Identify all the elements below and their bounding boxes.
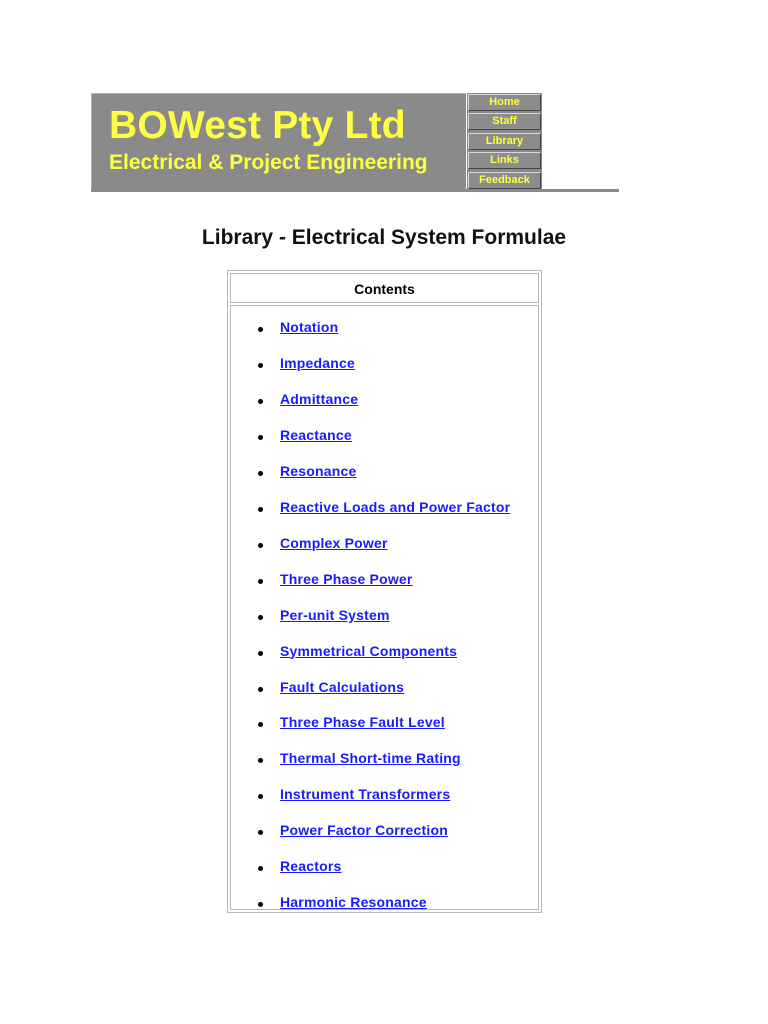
contents-list-item: [231, 750, 531, 773]
contents-list-item: [231, 714, 531, 737]
contents-list-item: [231, 678, 531, 702]
bullet-icon: [258, 615, 263, 620]
contents-link-resonance[interactable]: Resonance: [280, 462, 357, 479]
site-banner: [91, 93, 619, 192]
contents-list-item: [231, 319, 531, 342]
bullet-icon: [258, 471, 263, 476]
bullet-icon: [258, 722, 263, 727]
company-tagline: Electrical & Project Engineering: [109, 151, 428, 174]
contents-list-item: [231, 642, 531, 666]
contents-link-harmonic-resonance[interactable]: Harmonic Resonance: [280, 894, 427, 911]
bullet-icon: [258, 794, 263, 799]
contents-heading: Contents: [230, 273, 539, 303]
contents-list-item: [231, 570, 531, 594]
contents-link-three-phase-fault-level[interactable]: Three Phase Fault Level: [280, 714, 445, 731]
contents-list-item: [231, 354, 531, 378]
contents-list-item: [231, 894, 531, 917]
bullet-icon: [258, 687, 263, 692]
contents-list-item: [231, 390, 531, 414]
banner-logo-area: [91, 93, 466, 190]
bullet-icon: [258, 435, 263, 440]
contents-link-symmetrical-components[interactable]: Symmetrical Components: [280, 642, 458, 659]
banner-divider: [91, 189, 619, 192]
contents-list-item: [231, 858, 531, 881]
bullet-icon: [258, 902, 263, 907]
contents-link-fault-calculations[interactable]: Fault Calculations: [280, 678, 405, 695]
bullet-icon: [258, 758, 263, 763]
contents-list-item: [231, 606, 531, 630]
nav-menu: [467, 93, 542, 190]
page-title: Library - Electrical System Formulae: [201, 226, 567, 249]
contents-link-notation[interactable]: Notation: [280, 319, 339, 335]
bullet-icon: [258, 399, 263, 404]
contents-link-per-unit-system[interactable]: Per-unit System: [280, 606, 390, 623]
contents-list-item: [231, 786, 531, 809]
bullet-icon: [258, 579, 263, 584]
contents-table: [227, 270, 542, 913]
contents-link-reactance[interactable]: Reactance: [280, 426, 352, 443]
contents-link-impedance[interactable]: Impedance: [280, 354, 355, 371]
bullet-icon: [258, 543, 263, 548]
contents-link-reactive-loads-and-power-factor[interactable]: Reactive Loads and Power Factor: [280, 498, 511, 515]
nav-links-button[interactable]: Links: [468, 152, 541, 169]
contents-link-power-factor-correction[interactable]: Power Factor Correction: [280, 822, 448, 839]
contents-body: [230, 305, 539, 910]
bullet-icon: [258, 327, 263, 332]
bullet-icon: [258, 651, 263, 656]
company-name: BOWest Pty Ltd: [109, 104, 406, 147]
contents-link-reactors[interactable]: Reactors: [280, 858, 342, 875]
contents-list-item: [231, 498, 531, 522]
contents-list-item: [231, 462, 531, 486]
bullet-icon: [258, 866, 263, 871]
contents-list-item: [231, 534, 531, 558]
nav-library-button[interactable]: Library: [468, 133, 541, 150]
bullet-icon: [258, 507, 263, 512]
bullet-icon: [258, 363, 263, 368]
contents-link-thermal-short-time-rating[interactable]: Thermal Short-time Rating: [280, 750, 461, 767]
contents-link-three-phase-power[interactable]: Three Phase Power: [280, 570, 413, 587]
nav-feedback-button[interactable]: Feedback: [468, 172, 541, 189]
contents-list-item: [231, 822, 531, 845]
nav-staff-button[interactable]: Staff: [468, 113, 541, 130]
contents-link-instrument-transformers[interactable]: Instrument Transformers: [280, 786, 451, 803]
bullet-icon: [258, 830, 263, 835]
contents-list-item: [231, 426, 531, 450]
contents-link-admittance[interactable]: Admittance: [280, 390, 359, 407]
nav-home-button[interactable]: Home: [468, 94, 541, 111]
contents-link-complex-power[interactable]: Complex Power: [280, 534, 388, 551]
